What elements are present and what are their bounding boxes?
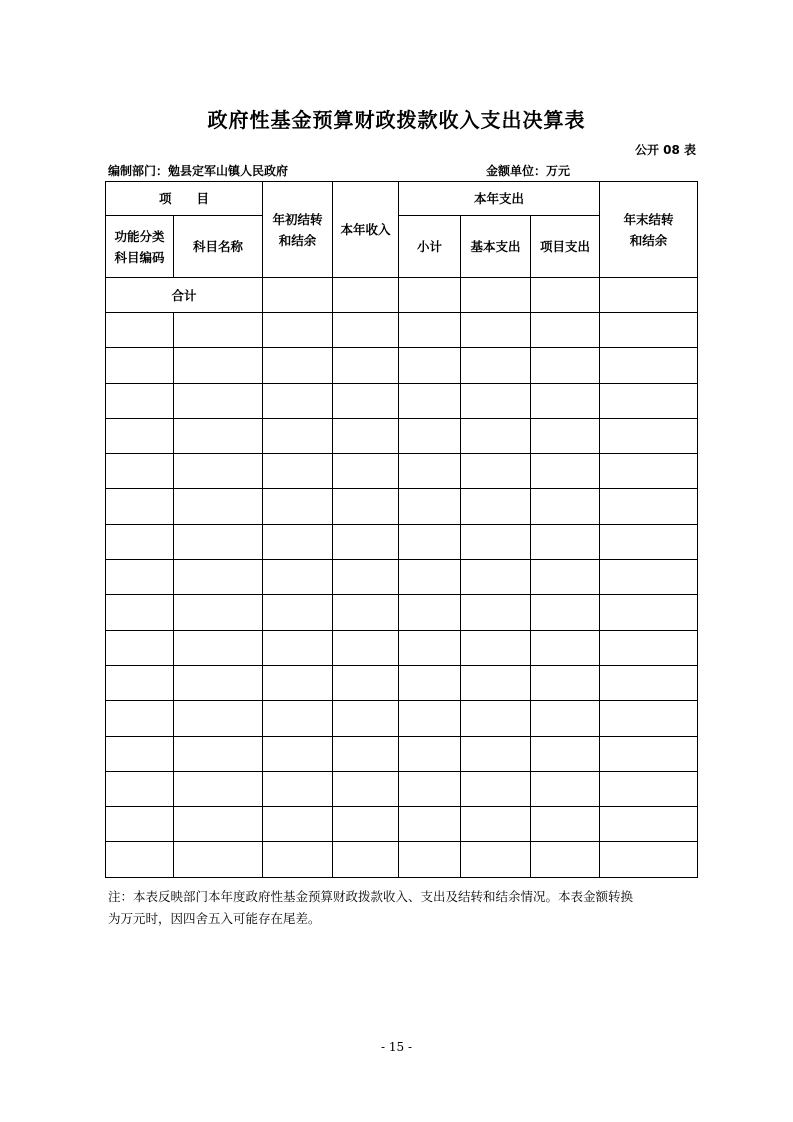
table-cell [263,701,333,736]
table-cell [531,489,600,524]
table-cell [106,701,174,736]
table-cell [333,454,399,489]
subtotal-header: 小计 [399,216,461,278]
table-cell [174,771,263,806]
table-cell [174,595,263,630]
table-cell [531,383,600,418]
table-cell [399,595,461,630]
table-cell [106,665,174,700]
table-cell [333,771,399,806]
table-cell [174,454,263,489]
total-cell [600,278,698,313]
footnote: 注：本表反映部门本年度政府性基金预算财政拨款收入、支出及结转和结余情况。本表金额转换 为万元时，因四舍五入可能存在尾差。 [108,889,634,926]
table-cell [333,418,399,453]
table-cell [399,771,461,806]
table-row [106,595,698,630]
total-row [106,278,698,313]
table-cell [600,383,698,418]
project-expense-header: 项目支出 [531,216,600,278]
table-cell [174,524,263,559]
table-cell [531,560,600,595]
table-cell [600,630,698,665]
table-cell [333,807,399,842]
table-cell [600,313,698,348]
table-cell [600,454,698,489]
table-cell [174,665,263,700]
table-cell [461,383,531,418]
total-cell [333,278,399,313]
table-row [106,418,698,453]
total-cell [263,278,333,313]
table-cell [174,842,263,877]
table-cell [333,348,399,383]
table-cell [399,454,461,489]
table-cell [263,595,333,630]
total-label: 合计 [106,278,263,313]
table-cell [174,560,263,595]
table-cell [600,348,698,383]
table-row [106,807,698,842]
table-cell [333,489,399,524]
table-cell [600,701,698,736]
table-cell [174,630,263,665]
table-cell [531,665,600,700]
table-row [106,524,698,559]
begin-balance-header: 年初结转 和结余 [263,182,333,278]
table-cell [106,313,174,348]
table-cell [174,348,263,383]
table-cell [263,418,333,453]
table-cell [461,630,531,665]
table-cell [399,701,461,736]
table-cell [333,383,399,418]
table-row [106,383,698,418]
table-cell [399,665,461,700]
table-cell [106,630,174,665]
table-cell [106,736,174,771]
func-code-header: 功能分类 科目编码 [106,216,174,278]
table-cell [600,418,698,453]
expense-header: 本年支出 [399,182,600,216]
table-cell [461,771,531,806]
table-cell [461,418,531,453]
table-cell [461,807,531,842]
amount-unit-label: 金额单位：万元 [486,164,571,178]
table-cell [174,807,263,842]
table-cell [461,560,531,595]
table-cell [600,489,698,524]
table-cell [333,595,399,630]
subject-name-header: 科目名称 [174,216,263,278]
end-balance-header: 年末结转 和结余 [600,182,698,278]
header-row-1 [106,182,698,216]
table-cell [531,348,600,383]
table-cell [263,665,333,700]
table-cell [106,418,174,453]
fund-budget-table [105,181,698,878]
table-cell [263,313,333,348]
page-number: - 15 - [380,1040,412,1054]
table-cell [600,771,698,806]
table-row [106,842,698,877]
table-cell [461,665,531,700]
table-cell [399,418,461,453]
table-cell [461,524,531,559]
item-header: 项 目 [106,182,263,216]
page-title: 政府性基金预算财政拨款收入支出决算表 [207,108,586,132]
table-cell [106,454,174,489]
table-cell [600,665,698,700]
table-cell [174,489,263,524]
table-cell [531,630,600,665]
table-cell [106,383,174,418]
table-row [106,736,698,771]
table-cell [333,736,399,771]
table-cell [333,630,399,665]
table-cell [531,418,600,453]
table-cell [263,560,333,595]
table-cell [399,313,461,348]
table-row [106,348,698,383]
table-cell [263,454,333,489]
table-row [106,771,698,806]
table-cell [461,595,531,630]
table-cell [174,383,263,418]
table-cell [333,560,399,595]
table-cell [106,560,174,595]
table-cell [106,489,174,524]
table-cell [531,736,600,771]
table-cell [600,595,698,630]
table-cell [263,771,333,806]
form-code: 公开 08 表 [634,143,696,157]
table-cell [531,524,600,559]
table-cell [106,348,174,383]
table-cell [106,771,174,806]
table-cell [106,807,174,842]
table-cell [399,348,461,383]
table-row [106,665,698,700]
table-cell [263,630,333,665]
table-cell [174,418,263,453]
table-cell [106,842,174,877]
table-row [106,701,698,736]
table-cell [399,560,461,595]
table-cell [461,489,531,524]
table-row [106,630,698,665]
table-cell [461,736,531,771]
table-cell [531,771,600,806]
table-cell [399,736,461,771]
table-cell [461,842,531,877]
table-row [106,454,698,489]
table-cell [399,489,461,524]
table-cell [399,842,461,877]
table-cell [531,701,600,736]
table-cell [461,348,531,383]
table-cell [333,524,399,559]
table-cell [531,595,600,630]
table-row [106,489,698,524]
table-cell [263,348,333,383]
department-label: 编制部门：勉县定军山镇人民政府 [108,164,289,178]
table-cell [174,313,263,348]
table-cell [600,842,698,877]
table-cell [461,454,531,489]
table-cell [399,383,461,418]
table-cell [399,524,461,559]
table-cell [600,560,698,595]
table-cell [531,313,600,348]
table-cell [106,524,174,559]
table-cell [600,524,698,559]
table-cell [106,595,174,630]
table-cell [174,736,263,771]
total-cell [399,278,461,313]
table-row [106,560,698,595]
total-cell [531,278,600,313]
table-cell [600,736,698,771]
table-cell [531,454,600,489]
table-cell [263,807,333,842]
table-cell [531,807,600,842]
income-header: 本年收入 [333,182,399,278]
table-cell [333,701,399,736]
table-cell [263,524,333,559]
basic-expense-header: 基本支出 [461,216,531,278]
table-cell [600,807,698,842]
table-cell [531,842,600,877]
total-cell [461,278,531,313]
table-cell [333,665,399,700]
table-cell [174,701,263,736]
table-row [106,313,698,348]
table-cell [333,842,399,877]
table-cell [399,630,461,665]
table-cell [263,489,333,524]
table-cell [461,313,531,348]
table-cell [263,383,333,418]
table-cell [263,736,333,771]
table-cell [399,807,461,842]
table-cell [461,701,531,736]
table-cell [333,313,399,348]
table-cell [263,842,333,877]
